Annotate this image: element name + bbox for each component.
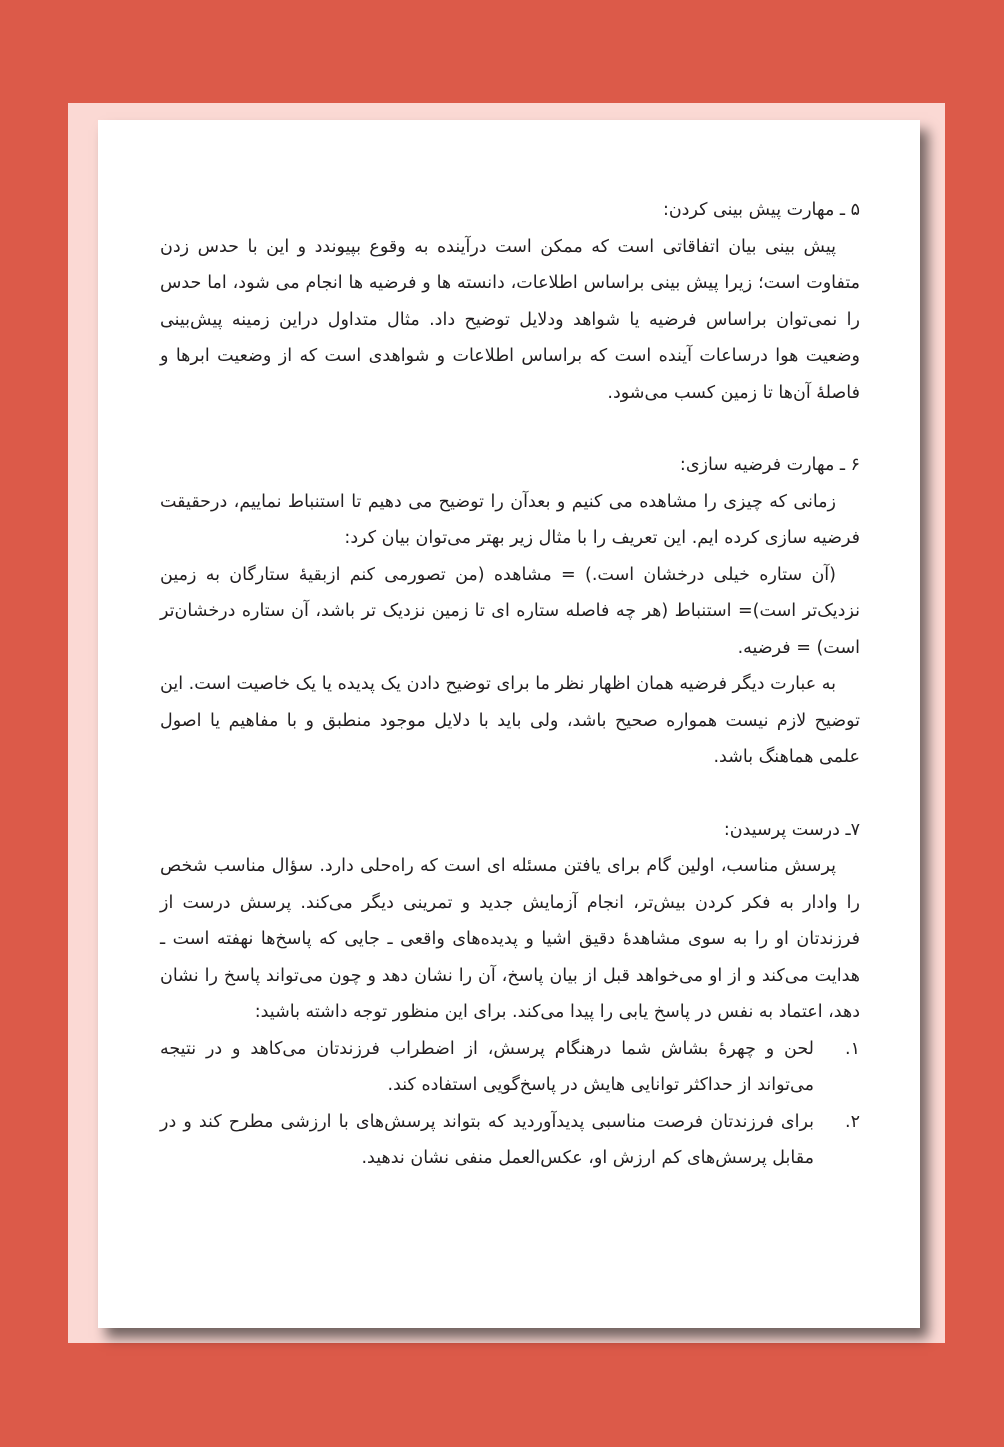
list-item xyxy=(160,1031,860,1104)
page-sheet xyxy=(98,120,920,1328)
section-questioning xyxy=(160,812,860,1177)
paragraph: زمانی که چیزی را مشاهده می کنیم و بعدآن را توضیح می دهیم تا استنباط نماییم، درحقیقت فرضیه سازی کرده ایم. این تعریف را با مثال زیر بهتر می‌توان بیان کرد: xyxy=(160,491,860,548)
paragraph: پیش بینی بیان اتفاقاتی است که ممکن است درآینده به وقوع بپیوندد و این با حدس زدن متفاوت است؛ زیرا پیش بینی براساس اطلاعات، دانسته ها و فرضیه ها انجام می شود، اما حدس را نمی‌توان براساس فرضیه یا شواهد ودلایل توضیح داد. مثال متداول دراین زمینه پیش‌بینی وضعیت هوا درساعات آینده است که براساس اطلاعات و شواهدی است که از وضعیت ابرها و فاصلهٔ آن‌ها تا زمین کسب می‌شود. xyxy=(160,236,860,403)
tips-list xyxy=(160,1031,860,1177)
list-number: ۱. xyxy=(845,1038,860,1059)
paragraph: (آن ستاره خیلی درخشان است.) = مشاهده (من تصورمی کنم ازبقیهٔ ستارگان به زمین نزدیک‌تر است)= استنباط (هر چه فاصله ستاره ای تا زمین نزدیک تر باشد، آن ستاره درخشان‌تر است) = فرضیه. xyxy=(160,564,860,658)
section-heading: ۵ ـ مهارت پیش بینی کردن: xyxy=(662,200,860,220)
section-prediction xyxy=(160,192,860,411)
list-text: برای فرزندتان فرصت مناسبی پدیدآوردید که بتواند پرسش‌های با ارزشی مطرح کند و در مقابل پرسش‌های کم ارزش او، عکس‌العمل منفی نشان ندهید. xyxy=(160,1111,814,1168)
section-hypothesis xyxy=(160,447,860,776)
page-content xyxy=(160,192,860,1213)
paragraph: به عبارت دیگر فرضیه همان اظهار نظر ما برای توضیح دادن یک پدیده یا یک خاصیت است. این توضیح لازم نیست همواره صحیح باشد، ولی باید با دلایل موجود منطبق و با مفاهیم یا اصول علمی هماهنگ باشد. xyxy=(160,674,860,767)
section-heading: ۷ـ درست پرسیدن: xyxy=(723,819,860,840)
list-number: ۲. xyxy=(845,1111,860,1132)
section-heading: ۶ ـ مهارت فرضیه سازی: xyxy=(679,455,860,475)
list-item xyxy=(160,1104,860,1177)
paragraph: پرسش مناسب، اولین گام برای یافتن مسئله ای است که راه‌حلی دارد. سؤال مناسب شخص را وادار به فکر کردن بیش‌تر، انجام آزمایش جدید و تمرینی دیگر می‌کند. پرسش درست از فرزندتان او را به سوی مشاهدهٔ دقیق اشیا و پدیده‌های واقعی ـ جایی که پاسخ‌ها نهفته است ـ هدایت می‌کند و از او می‌خواهد قبل از بیان پاسخ، آن را نشان دهد و چون می‌تواند پاسخ را نشان دهد، اعتماد به نفس در پاسخ یابی را پیدا می‌کند. برای این منظور توجه داشته باشید: xyxy=(160,856,860,1022)
list-text: لحن و چهرهٔ بشاش شما درهنگام پرسش، از اضطراب فرزندتان می‌کاهد و در نتیجه می‌تواند از حداکثر توانایی هایش در پاسخ‌گویی استفاده کند. xyxy=(160,1038,814,1095)
